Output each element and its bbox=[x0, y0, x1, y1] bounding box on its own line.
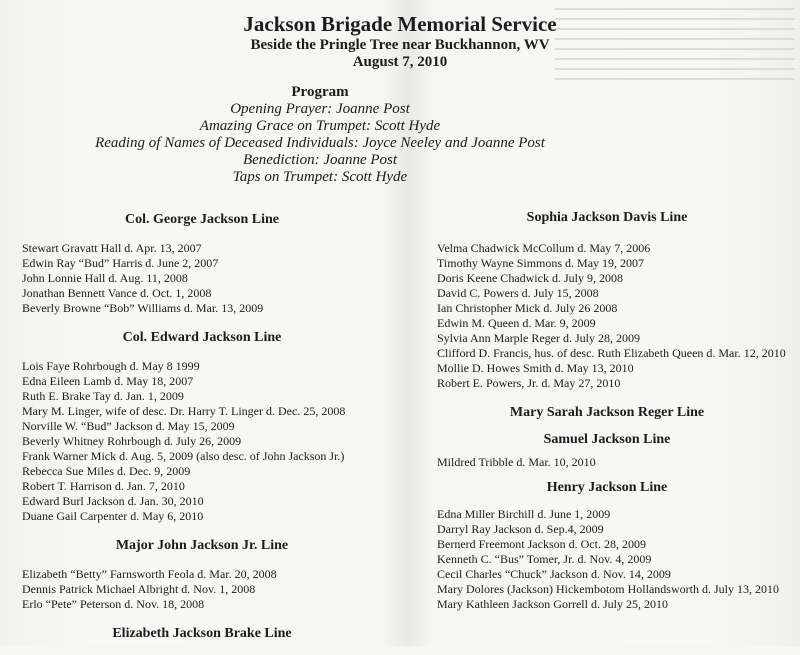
lineage-section bbox=[437, 405, 792, 420]
right-column bbox=[437, 210, 792, 612]
deceased-entry: Mary Kathleen Jackson Gorrell d. July 25, 2010 bbox=[437, 597, 668, 611]
deceased-entry: Beverly Whitney Rohrbough d. July 26, 2009 bbox=[22, 434, 242, 448]
deceased-entry: Mollie D. Howes Smith d. May 13, 2010 bbox=[437, 361, 634, 375]
deceased-entry: Edna Miller Birchill d. June 1, 2009 bbox=[437, 507, 611, 521]
section-title: Col. Edward Jackson Line bbox=[122, 330, 282, 345]
section-title: Major John Jackson Jr. Line bbox=[115, 538, 289, 553]
deceased-entry: Bernerd Freemont Jackson d. Oct. 28, 2009 bbox=[437, 537, 646, 551]
lineage-section bbox=[437, 432, 792, 470]
section-title: Sophia Jackson Davis Line bbox=[526, 210, 688, 225]
lineage-section bbox=[437, 210, 792, 391]
lineage-section bbox=[437, 480, 792, 612]
deceased-entry: Darryl Ray Jackson d. Sep.4, 2009 bbox=[437, 522, 604, 536]
deceased-entry: Stewart Gravatt Hall d. Apr. 13, 2007 bbox=[22, 241, 202, 255]
left-column bbox=[22, 212, 392, 655]
lineage-section bbox=[22, 330, 392, 524]
deceased-entry: Edward Burl Jackson d. Jan. 30, 2010 bbox=[22, 494, 204, 508]
section-title: Henry Jackson Line bbox=[546, 480, 668, 495]
deceased-entry: Doris Keene Chadwick d. July 9, 2008 bbox=[437, 271, 623, 285]
deceased-entry: Timothy Wayne Simmons d. May 19, 2007 bbox=[437, 256, 645, 270]
deceased-entry: Erlo “Pete” Peterson d. Nov. 18, 2008 bbox=[22, 597, 205, 611]
deceased-entry: Clifford D. Francis, hus. of desc. Ruth Elizabeth Queen d. Mar. 12, 2010 bbox=[437, 346, 786, 360]
lineage-section bbox=[22, 538, 392, 612]
program-item: Amazing Grace on Trumpet: Scott Hyde bbox=[199, 118, 441, 134]
document-title: Jackson Brigade Memorial Service bbox=[243, 12, 557, 36]
deceased-entry: Velma Chadwick McCollum d. May 7, 2006 bbox=[437, 241, 651, 255]
document-date: August 7, 2010 bbox=[352, 54, 448, 70]
program-item: Opening Prayer: Joanne Post bbox=[230, 101, 410, 117]
deceased-entry: Ruth E. Brake Tay d. Jan. 1, 2009 bbox=[22, 389, 184, 403]
section-title: Col. George Jackson Line bbox=[125, 212, 279, 227]
deceased-entry: Kenneth C. “Bus” Tomer, Jr. d. Nov. 4, 2009 bbox=[437, 552, 652, 566]
deceased-entry: Edwin M. Queen d. Mar. 9, 2009 bbox=[437, 316, 596, 330]
deceased-entry: Norville W. “Bud” Jackson d. May 15, 2009 bbox=[22, 419, 235, 433]
deceased-entry: David C. Powers d. July 15, 2008 bbox=[437, 286, 599, 300]
deceased-entry: Rebecca Sue Miles d. Dec. 9, 2009 bbox=[22, 464, 191, 478]
deceased-entry: Frank Warner Mick d. Aug. 5, 2009 (also desc. of John Jackson Jr.) bbox=[22, 449, 345, 463]
deceased-entry: Beverly Browne “Bob” Williams d. Mar. 13, 2009 bbox=[22, 301, 264, 315]
deceased-entry: Sylvia Ann Marple Reger d. July 28, 2009 bbox=[437, 331, 640, 345]
program-item: Reading of Names of Deceased Individuals: Joyce Neeley and Joanne Post bbox=[95, 135, 545, 151]
program-heading: Program bbox=[291, 84, 349, 100]
program-item: Taps on Trumpet: Scott Hyde bbox=[232, 169, 408, 185]
deceased-entry: Lois Faye Rohrbough d. May 8 1999 bbox=[22, 359, 200, 373]
deceased-entry: Jonathan Bennett Vance d. Oct. 1, 2008 bbox=[22, 286, 212, 300]
deceased-entry: Dennis Patrick Michael Albright d. Nov. 1, 2008 bbox=[22, 582, 256, 596]
deceased-entry: Robert T. Harrison d. Jan. 7, 2010 bbox=[22, 479, 185, 493]
program-item: Benediction: Joanne Post bbox=[242, 152, 398, 168]
deceased-entry: John Lonnie Hall d. Aug. 11, 2008 bbox=[22, 271, 188, 285]
section-title: Mary Sarah Jackson Reger Line bbox=[509, 405, 705, 420]
deceased-entry: Duane Gail Carpenter d. May 6, 2010 bbox=[22, 509, 204, 523]
deceased-entry: Mary Dolores (Jackson) Hickembotom Hollandsworth d. July 13, 2010 bbox=[437, 582, 779, 596]
section-title: Samuel Jackson Line bbox=[543, 432, 671, 447]
lineage-section bbox=[22, 626, 392, 641]
deceased-entry: Edwin Ray “Bud” Harris d. June 2, 2007 bbox=[22, 256, 219, 270]
deceased-entry: Mildred Tribble d. Mar. 10, 2010 bbox=[437, 455, 596, 469]
deceased-entry: Elizabeth “Betty” Farnsworth Feola d. Mar. 20, 2008 bbox=[22, 567, 277, 581]
deceased-entry: Cecil Charles “Chuck” Jackson d. Nov. 14, 2009 bbox=[437, 567, 671, 581]
deceased-entry: Mary M. Linger, wife of desc. Dr. Harry T. Linger d. Dec. 25, 2008 bbox=[22, 404, 346, 418]
deceased-entry: Edna Eileen Lamb d. May 18, 2007 bbox=[22, 374, 194, 388]
deceased-entry: Robert E. Powers, Jr. d. May 27, 2010 bbox=[437, 376, 621, 390]
lineage-section bbox=[22, 212, 392, 316]
section-title: Elizabeth Jackson Brake Line bbox=[112, 626, 292, 641]
document-subtitle: Beside the Pringle Tree near Buckhannon, WV bbox=[250, 37, 550, 53]
program-block bbox=[0, 84, 640, 186]
deceased-entry: Ian Christopher Mick d. July 26 2008 bbox=[437, 301, 618, 315]
